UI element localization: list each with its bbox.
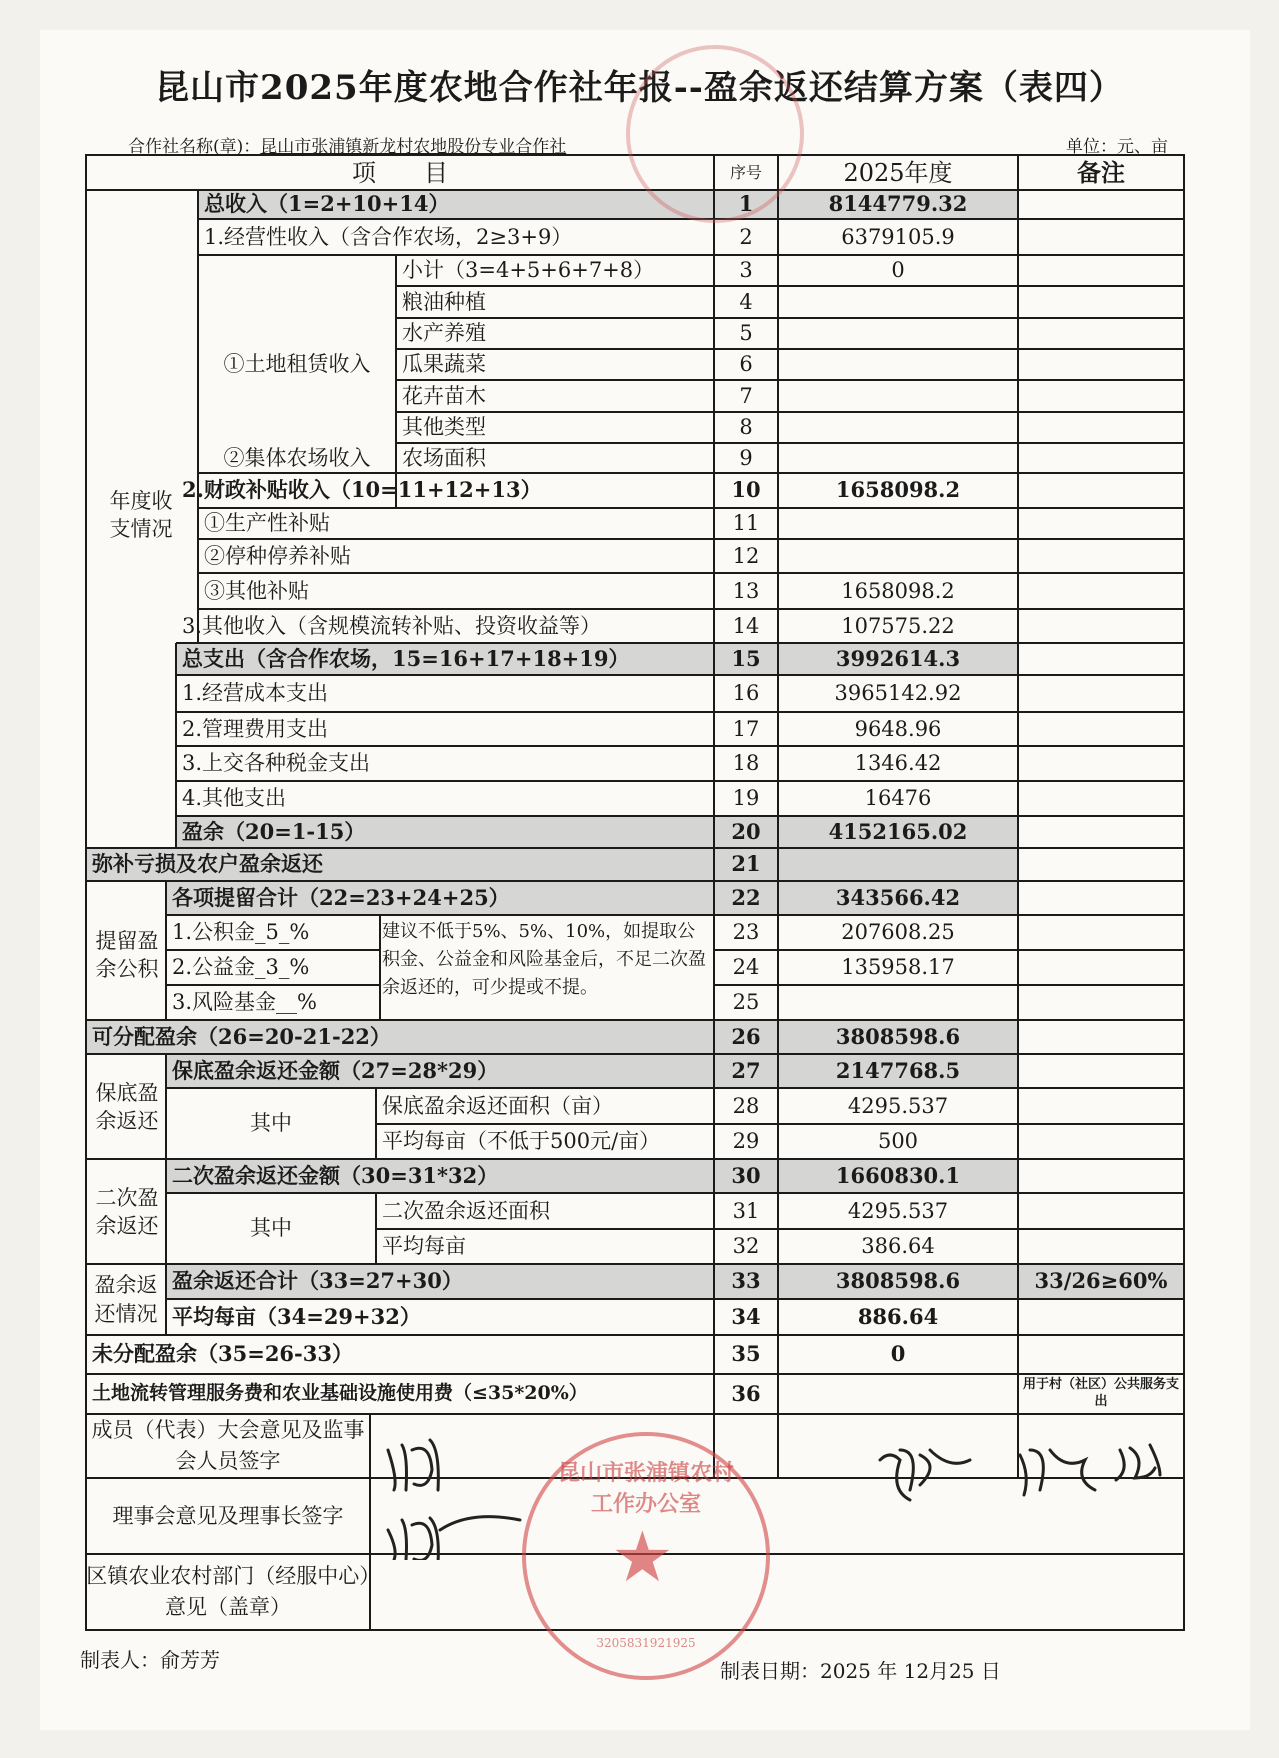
row-label: 瓜果蔬菜 (402, 352, 486, 377)
row-value: 3992614.3 (835, 645, 961, 671)
handwritten-signatures (380, 1420, 1180, 1560)
row-remark (1018, 1159, 1184, 1193)
row-remark (1018, 380, 1184, 412)
group-return-status: 盈余返还情况 (94, 1272, 158, 1326)
group-of-which-second: 其中 (250, 1216, 292, 1241)
withdraw-note: 建议不低于5%、5%、10%，如提取公积金、公益金和风险基金后，不足二次盈余返还的，可少提或不提。 (382, 921, 706, 998)
row-label: 平均每亩 (382, 1234, 466, 1259)
row-label: 平均每亩（不低于500元/亩） (382, 1129, 661, 1154)
row-value: 107575.22 (841, 613, 955, 638)
row-label: 盈余返还合计（33=27+30） (172, 1268, 463, 1294)
row-remark (1018, 915, 1184, 950)
row-value: 4295.537 (847, 1093, 949, 1118)
star-icon: ★ (611, 1516, 674, 1598)
row-label: 1.公积金_5_% (172, 920, 310, 945)
row-label: 盈余（20=1-15） (182, 818, 366, 844)
office-seal (522, 1432, 770, 1680)
row-remark (1018, 318, 1184, 349)
row-seq: 36 (731, 1380, 761, 1406)
row-value: 135958.17 (841, 955, 955, 980)
row-remark (1018, 781, 1184, 816)
row-seq: 30 (731, 1162, 761, 1188)
row-seq: 16 (732, 681, 760, 706)
row-seq: 34 (731, 1303, 761, 1329)
row-value: 1658098.2 (835, 477, 961, 503)
row-remark (1018, 539, 1184, 573)
row-remark (1018, 1299, 1184, 1335)
row-value: 1660830.1 (835, 1162, 961, 1188)
row-value (778, 349, 1018, 380)
row-value: 4295.537 (847, 1198, 949, 1223)
row-remark (1018, 848, 1184, 881)
row-remark (1018, 746, 1184, 781)
row-seq: 31 (732, 1198, 760, 1223)
row-seq: 29 (732, 1129, 760, 1154)
row-seq: 23 (732, 920, 760, 945)
row-label: 二次盈余返还金额（30=31*32） (172, 1162, 499, 1188)
board-sign-label: 理事会意见及理事长签字 (112, 1503, 344, 1528)
row-remark (1018, 443, 1184, 473)
row-seq: 22 (731, 884, 761, 910)
row-remark (1018, 950, 1184, 985)
row-value: 386.64 (861, 1234, 935, 1259)
member-sign-label: 成员（代表）大会意见及监事会人员签字 (91, 1417, 365, 1473)
row-remark (1018, 1229, 1184, 1264)
row-seq: 1 (738, 191, 754, 217)
row-value: 207608.25 (841, 920, 955, 945)
row-label: 3.其他收入（含规模流转补贴、投资收益等） (182, 613, 602, 638)
row-seq: 21 (731, 851, 761, 877)
row-seq: 8 (739, 415, 753, 440)
row-remark (1018, 643, 1184, 675)
col-header-seq: 序号 (729, 162, 762, 182)
row-label: 弥补亏损及农户盈余返还 (92, 851, 323, 877)
row-remark (1018, 412, 1184, 443)
group-of-which-guarantee: 其中 (250, 1111, 292, 1136)
row-label: 未分配盈余（35=26-33） (92, 1341, 353, 1367)
row-seq: 17 (732, 716, 760, 741)
row-seq: 35 (731, 1341, 761, 1367)
row-seq: 14 (732, 613, 760, 638)
row-remark (1018, 816, 1184, 848)
row-value (778, 318, 1018, 349)
row-seq: 11 (732, 511, 760, 536)
row-value: 343566.42 (835, 884, 961, 910)
row-seq: 24 (732, 955, 760, 980)
col-header-item: 项 目 (352, 158, 448, 187)
row-remark (1018, 573, 1184, 609)
row-value: 0 (890, 1341, 906, 1367)
row-remark (1018, 286, 1184, 318)
row-label: ①生产性补贴 (204, 511, 330, 536)
row-value: 3965142.92 (834, 681, 962, 706)
row-label: 保底盈余返还面积（亩） (382, 1093, 613, 1118)
row-label: 2.公益金_3_% (172, 955, 310, 980)
row-label: 其他类型 (402, 415, 486, 440)
row-value: 4152165.02 (828, 818, 968, 844)
row-value (778, 539, 1018, 573)
row-seq: 4 (739, 289, 753, 314)
prepare-date: 制表日期：2025 年 12月25 日 (720, 1659, 1001, 1683)
group-guarantee: 保底盈余返还 (95, 1080, 159, 1133)
row-label: 2.管理费用支出 (182, 716, 329, 741)
cooperative-seal (626, 45, 804, 223)
row-label: ②停种停养补贴 (204, 543, 351, 568)
row-value: 3808598.6 (835, 1268, 961, 1294)
row-remark (1018, 219, 1184, 255)
row-remark (1018, 675, 1184, 712)
row-label: 3.风险基金__% (172, 990, 317, 1015)
row-remark (1018, 255, 1184, 286)
row-seq: 6 (739, 352, 753, 377)
row-label: 各项提留合计（22=23+24+25） (172, 884, 510, 910)
row-remark (1018, 190, 1184, 219)
row-remark: 33/26≥60% (1034, 1268, 1168, 1294)
row-remark (1018, 473, 1184, 508)
row-seq: 20 (731, 818, 761, 844)
row-label: 二次盈余返还面积 (382, 1198, 550, 1223)
row-remark (1018, 1088, 1184, 1124)
row-remark (1018, 1193, 1184, 1229)
row-label: ③其他补贴 (204, 578, 309, 603)
row-remark (1018, 508, 1184, 539)
row-seq: 32 (732, 1234, 760, 1259)
group-second: 二次盈余返还 (95, 1185, 159, 1238)
row-seq: 28 (732, 1093, 760, 1118)
group-land-lease: ①土地租赁收入 (223, 352, 371, 377)
group-withdraw: 提留盈余公积 (95, 928, 159, 981)
row-seq: 18 (732, 751, 760, 776)
row-label: 3.上交各种税金支出 (182, 751, 371, 776)
row-remark (1018, 985, 1184, 1020)
row-seq: 10 (731, 477, 761, 503)
row-remark (1018, 1020, 1184, 1054)
row-value: 500 (877, 1129, 919, 1154)
row-remark (1018, 609, 1184, 643)
row-label: 可分配盈余（26=20-21-22） (92, 1023, 391, 1049)
row-remark (1018, 1124, 1184, 1159)
row-value (778, 985, 1018, 1020)
row-label: 农场面积 (402, 445, 486, 470)
row-value: 886.64 (857, 1303, 939, 1329)
row-remark (1018, 1054, 1184, 1088)
office-seal-name: 昆山市张浦镇农村工作办公室 (557, 1460, 734, 1517)
group-farm-income: ②集体农场收入 (223, 445, 371, 470)
row-label: 土地流转管理服务费和农业基础设施使用费（≤35*20%） (92, 1382, 588, 1405)
row-label: 花卉苗木 (402, 383, 486, 408)
row-value: 0 (891, 258, 905, 283)
row-seq: 9 (739, 445, 753, 470)
col-header-year: 2025年度 (843, 158, 953, 187)
row-seq: 25 (732, 990, 760, 1015)
row-seq: 13 (732, 578, 760, 603)
row-value (778, 412, 1018, 443)
preparer: 制表人：俞芳芳 (80, 1648, 220, 1672)
row-seq: 26 (731, 1023, 761, 1049)
row-seq: 12 (732, 543, 760, 568)
coop-label: 合作社名称(章)： (128, 137, 261, 157)
row-value: 6379105.9 (841, 224, 955, 249)
row-value: 3808598.6 (835, 1023, 961, 1049)
row-seq: 19 (732, 786, 760, 811)
row-value: 8144779.32 (828, 191, 968, 217)
row-label: 保底盈余返还金额（27=28*29） (172, 1057, 499, 1083)
row-seq: 27 (731, 1057, 761, 1083)
row-seq: 33 (731, 1268, 761, 1294)
row-value (778, 508, 1018, 539)
row-value (778, 443, 1018, 473)
row-value: 2147768.5 (835, 1057, 961, 1083)
row-seq: 2 (739, 224, 753, 249)
row-remark (1018, 712, 1184, 746)
row-seq: 3 (739, 258, 753, 283)
row-seq: 15 (731, 645, 761, 671)
row-remark (1018, 881, 1184, 915)
row-remark: 用于村（社区）公共服务支出 (1022, 1377, 1179, 1409)
row-label: 粮油种植 (402, 289, 486, 314)
row-value: 1658098.2 (841, 578, 955, 603)
row-remark (1018, 349, 1184, 380)
row-value: 16476 (864, 786, 932, 811)
row-seq: 5 (739, 321, 753, 346)
row-label: 1.经营性收入（含合作农场，2≥3+9） (204, 224, 573, 249)
col-header-remark: 备注 (1077, 157, 1125, 187)
row-value: 9648.96 (854, 716, 942, 741)
row-value (778, 380, 1018, 412)
row-remark (1018, 1335, 1184, 1374)
page-title: 昆山市2025年度农地合作社年报--盈余返还结算方案（表四） (155, 68, 1124, 108)
group-annual: 年度收支情况 (109, 488, 173, 541)
row-seq: 7 (739, 383, 753, 408)
row-label: 总支出（含合作农场，15=16+17+18+19） (182, 645, 630, 671)
office-seal-code: 3205831921925 (596, 1636, 696, 1650)
row-label: 水产养殖 (402, 321, 486, 346)
unit-label: 单位：元、亩 (1066, 137, 1168, 157)
row-label: 2.财政补贴收入（10=11+12+13） (182, 477, 542, 503)
row-label: 总收入（1=2+10+14） (204, 191, 450, 217)
row-label: 平均每亩（34=29+32） (172, 1303, 421, 1329)
row-value (778, 286, 1018, 318)
row-label: 小计（3=4+5+6+7+8） (402, 258, 655, 283)
row-value (778, 848, 1018, 881)
row-label: 4.其他支出 (182, 786, 287, 811)
dept-sign-label: 区镇农业农村部门（经服中心）意见（盖章） (86, 1563, 370, 1619)
coop-name: 昆山市张浦镇新龙村农地股份专业合作社 (260, 137, 567, 157)
row-value (778, 1374, 1018, 1414)
row-value: 1346.42 (854, 751, 942, 776)
row-label: 1.经营成本支出 (182, 681, 329, 706)
